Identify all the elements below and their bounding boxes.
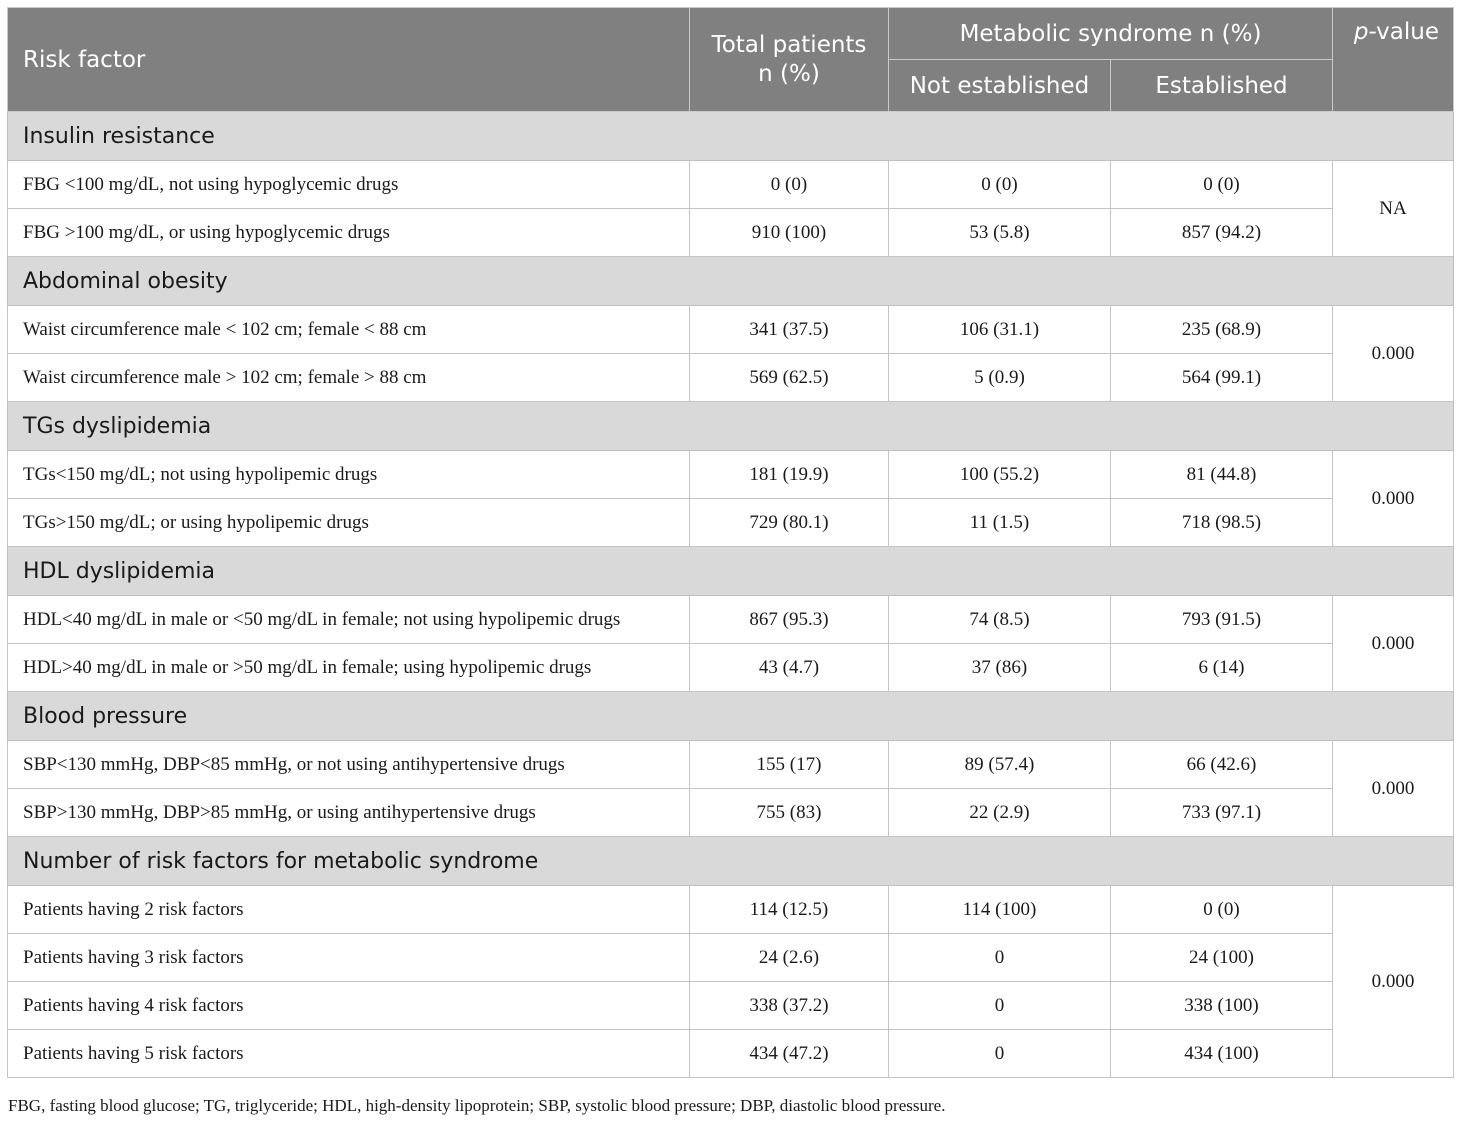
header-p-value (1333, 8, 1454, 112)
not-established-cell: 74 (8.5) (889, 596, 1111, 644)
established-cell: 66 (42.6) (1111, 741, 1333, 789)
risk-factor-cell: FBG >100 mg/dL, or using hypoglycemic drugs (8, 209, 690, 257)
section-title: Number of risk factors for metabolic syndrome (8, 837, 1454, 886)
p-value-cell: 0.000 (1333, 596, 1454, 692)
p-value-cell: NA (1333, 161, 1454, 257)
header-not-established: Not established (889, 60, 1111, 112)
table-row (8, 886, 1454, 934)
total-patients-cell: 569 (62.5) (690, 354, 889, 402)
established-cell: 235 (68.9) (1111, 306, 1333, 354)
section-row (8, 547, 1454, 596)
risk-factor-cell: HDL>40 mg/dL in male or >50 mg/dL in female; using hypolipemic drugs (8, 644, 690, 692)
section-title: Abdominal obesity (8, 257, 1454, 306)
total-patients-cell: 867 (95.3) (690, 596, 889, 644)
not-established-cell: 100 (55.2) (889, 451, 1111, 499)
not-established-cell: 53 (5.8) (889, 209, 1111, 257)
risk-factor-cell: TGs<150 mg/dL; not using hypolipemic drugs (8, 451, 690, 499)
risk-factor-cell: Patients having 2 risk factors (8, 886, 690, 934)
total-patients-cell: 729 (80.1) (690, 499, 889, 547)
established-cell: 564 (99.1) (1111, 354, 1333, 402)
established-cell: 81 (44.8) (1111, 451, 1333, 499)
table-footnote: FBG, fasting blood glucose; TG, triglyceride; HDL, high-density lipoprotein; SBP, systolic blood pressure; DBP, diastolic blood pressure. (8, 1096, 946, 1115)
header-total-patients (690, 8, 889, 112)
p-value-cell: 0.000 (1333, 741, 1454, 837)
table-row (8, 306, 1454, 354)
not-established-cell: 0 (889, 1030, 1111, 1078)
table-row (8, 1030, 1454, 1078)
table-row (8, 982, 1454, 1030)
section-title: HDL dyslipidemia (8, 547, 1454, 596)
total-patients-cell: 338 (37.2) (690, 982, 889, 1030)
established-cell: 733 (97.1) (1111, 789, 1333, 837)
risk-factor-cell: Patients having 5 risk factors (8, 1030, 690, 1078)
total-patients-cell: 24 (2.6) (690, 934, 889, 982)
risk-factor-cell: TGs>150 mg/dL; or using hypolipemic drugs (8, 499, 690, 547)
table-row (8, 354, 1454, 402)
not-established-cell: 114 (100) (889, 886, 1111, 934)
header-p-italic: p (1353, 19, 1369, 45)
table-row (8, 499, 1454, 547)
risk-factor-cell: SBP>130 mmHg, DBP>85 mmHg, or using antihypertensive drugs (8, 789, 690, 837)
not-established-cell: 0 (0) (889, 161, 1111, 209)
table-row (8, 451, 1454, 499)
risk-factor-cell: Waist circumference male > 102 cm; female > 88 cm (8, 354, 690, 402)
total-patients-cell: 434 (47.2) (690, 1030, 889, 1078)
section-title: Blood pressure (8, 692, 1454, 741)
total-patients-cell: 181 (19.9) (690, 451, 889, 499)
established-cell: 718 (98.5) (1111, 499, 1333, 547)
not-established-cell: 0 (889, 934, 1111, 982)
p-value-cell: 0.000 (1333, 886, 1454, 1078)
header-metabolic-syndrome: Metabolic syndrome n (%) (889, 8, 1333, 60)
section-row (8, 402, 1454, 451)
total-patients-cell: 155 (17) (690, 741, 889, 789)
section-row (8, 257, 1454, 306)
total-patients-cell: 755 (83) (690, 789, 889, 837)
total-patients-cell: 114 (12.5) (690, 886, 889, 934)
section-row (8, 112, 1454, 161)
not-established-cell: 106 (31.1) (889, 306, 1111, 354)
section-title: Insulin resistance (8, 112, 1454, 161)
header-risk-factor: Risk factor (8, 8, 690, 112)
risk-factor-table (7, 7, 1454, 1078)
p-value-cell: 0.000 (1333, 451, 1454, 547)
established-cell: 0 (0) (1111, 886, 1333, 934)
risk-factor-cell: HDL<40 mg/dL in male or <50 mg/dL in female; not using hypolipemic drugs (8, 596, 690, 644)
header-total-line2: n (%) (758, 60, 820, 87)
not-established-cell: 89 (57.4) (889, 741, 1111, 789)
total-patients-cell: 0 (0) (690, 161, 889, 209)
table-row (8, 596, 1454, 644)
not-established-cell: 37 (86) (889, 644, 1111, 692)
established-cell: 24 (100) (1111, 934, 1333, 982)
header-p-rest: -value (1368, 19, 1439, 45)
header-established: Established (1111, 60, 1333, 112)
risk-factor-cell: Patients having 4 risk factors (8, 982, 690, 1030)
risk-factor-cell: FBG <100 mg/dL, not using hypoglycemic drugs (8, 161, 690, 209)
table-row (8, 741, 1454, 789)
established-cell: 793 (91.5) (1111, 596, 1333, 644)
established-cell: 857 (94.2) (1111, 209, 1333, 257)
section-title: TGs dyslipidemia (8, 402, 1454, 451)
not-established-cell: 5 (0.9) (889, 354, 1111, 402)
section-row (8, 837, 1454, 886)
not-established-cell: 11 (1.5) (889, 499, 1111, 547)
established-cell: 0 (0) (1111, 161, 1333, 209)
table-row (8, 789, 1454, 837)
established-cell: 6 (14) (1111, 644, 1333, 692)
established-cell: 338 (100) (1111, 982, 1333, 1030)
total-patients-cell: 910 (100) (690, 209, 889, 257)
table-row (8, 644, 1454, 692)
section-row (8, 692, 1454, 741)
risk-factor-cell: Patients having 3 risk factors (8, 934, 690, 982)
p-value-cell: 0.000 (1333, 306, 1454, 402)
table-row (8, 161, 1454, 209)
risk-factor-cell: SBP<130 mmHg, DBP<85 mmHg, or not using antihypertensive drugs (8, 741, 690, 789)
total-patients-cell: 43 (4.7) (690, 644, 889, 692)
not-established-cell: 0 (889, 982, 1111, 1030)
table-row (8, 934, 1454, 982)
risk-factor-cell: Waist circumference male < 102 cm; female < 88 cm (8, 306, 690, 354)
header-total-line1: Total patients (711, 31, 867, 58)
table-row (8, 209, 1454, 257)
not-established-cell: 22 (2.9) (889, 789, 1111, 837)
total-patients-cell: 341 (37.5) (690, 306, 889, 354)
established-cell: 434 (100) (1111, 1030, 1333, 1078)
